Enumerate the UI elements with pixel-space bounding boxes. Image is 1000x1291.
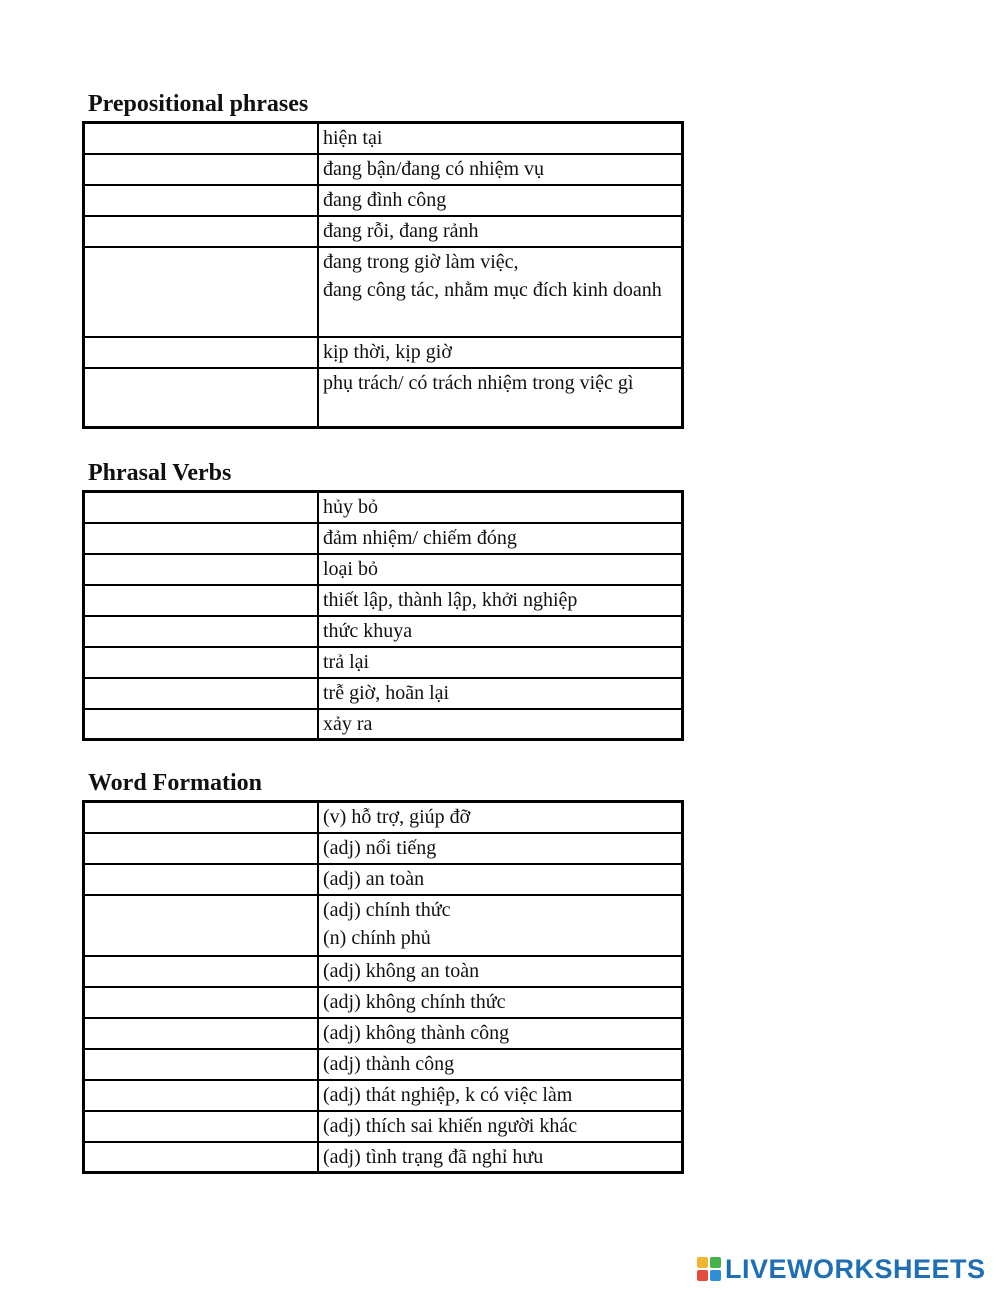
table-row (84, 123, 683, 154)
word-formation-table (82, 800, 684, 1174)
table-row (84, 523, 683, 554)
meaning-cell: (adj) an toàn (318, 864, 683, 895)
answer-input-cell[interactable] (84, 368, 319, 428)
section-title-prepositional-phrases: Prepositional phrases (88, 91, 309, 117)
answer-input-cell[interactable] (84, 1111, 319, 1142)
meaning-cell: (adj) không chính thức (318, 987, 683, 1018)
answer-input-cell[interactable] (84, 554, 319, 585)
table-row (84, 1142, 683, 1173)
answer-input-cell[interactable] (84, 647, 319, 678)
table-row (84, 337, 683, 368)
answer-input-cell[interactable] (84, 247, 319, 337)
meaning-cell: đảm nhiệm/ chiếm đóng (318, 523, 683, 554)
section-title-phrasal-verbs: Phrasal Verbs (88, 460, 232, 486)
meaning-cell: trễ giờ, hoãn lại (318, 678, 683, 709)
answer-input-cell[interactable] (84, 895, 319, 956)
answer-input-cell[interactable] (84, 185, 319, 216)
table-row (84, 895, 683, 956)
answer-input-cell[interactable] (84, 216, 319, 247)
table-row (84, 709, 683, 740)
answer-input-cell[interactable] (84, 1142, 319, 1173)
table-row (84, 956, 683, 987)
answer-input-cell[interactable] (84, 585, 319, 616)
answer-input-cell[interactable] (84, 616, 319, 647)
meaning-cell: đang đình công (318, 185, 683, 216)
meaning-cell: trả lại (318, 647, 683, 678)
prepositional-phrases-table (82, 121, 684, 429)
logo-text: LIVEWORKSHEETS (725, 1254, 986, 1284)
table-row (84, 368, 683, 428)
table-row (84, 1111, 683, 1142)
logo-blocks-icon (697, 1257, 721, 1281)
table-row (84, 987, 683, 1018)
meaning-cell: xảy ra (318, 709, 683, 740)
table-row (84, 802, 683, 833)
meaning-cell: (adj) tình trạng đã nghỉ hưu (318, 1142, 683, 1173)
table-row (84, 1049, 683, 1080)
table-row (84, 247, 683, 337)
table-row (84, 554, 683, 585)
meaning-cell: (adj) thích sai khiến người khác (318, 1111, 683, 1142)
liveworksheets-logo[interactable] (697, 1254, 986, 1284)
answer-input-cell[interactable] (84, 678, 319, 709)
logo-block (710, 1270, 721, 1281)
answer-input-cell[interactable] (84, 987, 319, 1018)
phrasal-verbs-table (82, 490, 684, 741)
table-row (84, 678, 683, 709)
meaning-cell: đang rỗi, đang rảnh (318, 216, 683, 247)
table-row (84, 185, 683, 216)
table-row (84, 216, 683, 247)
meaning-cell: loại bỏ (318, 554, 683, 585)
table-row (84, 833, 683, 864)
meaning-cell: đang bận/đang có nhiệm vụ (318, 154, 683, 185)
table-row (84, 864, 683, 895)
meaning-cell: (adj) thành công (318, 1049, 683, 1080)
answer-input-cell[interactable] (84, 492, 319, 523)
answer-input-cell[interactable] (84, 833, 319, 864)
answer-input-cell[interactable] (84, 1080, 319, 1111)
logo-block (710, 1257, 721, 1268)
table-row (84, 1080, 683, 1111)
meaning-cell: (adj) chính thức (n) chính phủ (318, 895, 683, 956)
table-row (84, 616, 683, 647)
answer-input-cell[interactable] (84, 956, 319, 987)
meaning-cell: (v) hỗ trợ, giúp đỡ (318, 802, 683, 833)
table-row (84, 647, 683, 678)
table-row (84, 492, 683, 523)
table-row (84, 154, 683, 185)
meaning-cell: (adj) thát nghiệp, k có việc làm (318, 1080, 683, 1111)
logo-block (697, 1270, 708, 1281)
meaning-cell: phụ trách/ có trách nhiệm trong việc gì (318, 368, 683, 428)
meaning-cell: (adj) không thành công (318, 1018, 683, 1049)
answer-input-cell[interactable] (84, 864, 319, 895)
meaning-cell: hủy bỏ (318, 492, 683, 523)
answer-input-cell[interactable] (84, 154, 319, 185)
meaning-cell: hiện tại (318, 123, 683, 154)
answer-input-cell[interactable] (84, 709, 319, 740)
table-row (84, 585, 683, 616)
logo-block (697, 1257, 708, 1268)
answer-input-cell[interactable] (84, 123, 319, 154)
meaning-cell: đang trong giờ làm việc, đang công tác, nhằm mục đích kinh doanh (318, 247, 683, 337)
meaning-cell: kịp thời, kịp giờ (318, 337, 683, 368)
meaning-cell: (adj) không an toàn (318, 956, 683, 987)
answer-input-cell[interactable] (84, 1018, 319, 1049)
answer-input-cell[interactable] (84, 802, 319, 833)
section-title-word-formation: Word Formation (88, 770, 262, 796)
answer-input-cell[interactable] (84, 1049, 319, 1080)
meaning-cell: thức khuya (318, 616, 683, 647)
meaning-cell: thiết lập, thành lập, khởi nghiệp (318, 585, 683, 616)
meaning-cell: (adj) nổi tiếng (318, 833, 683, 864)
table-row (84, 1018, 683, 1049)
answer-input-cell[interactable] (84, 523, 319, 554)
answer-input-cell[interactable] (84, 337, 319, 368)
